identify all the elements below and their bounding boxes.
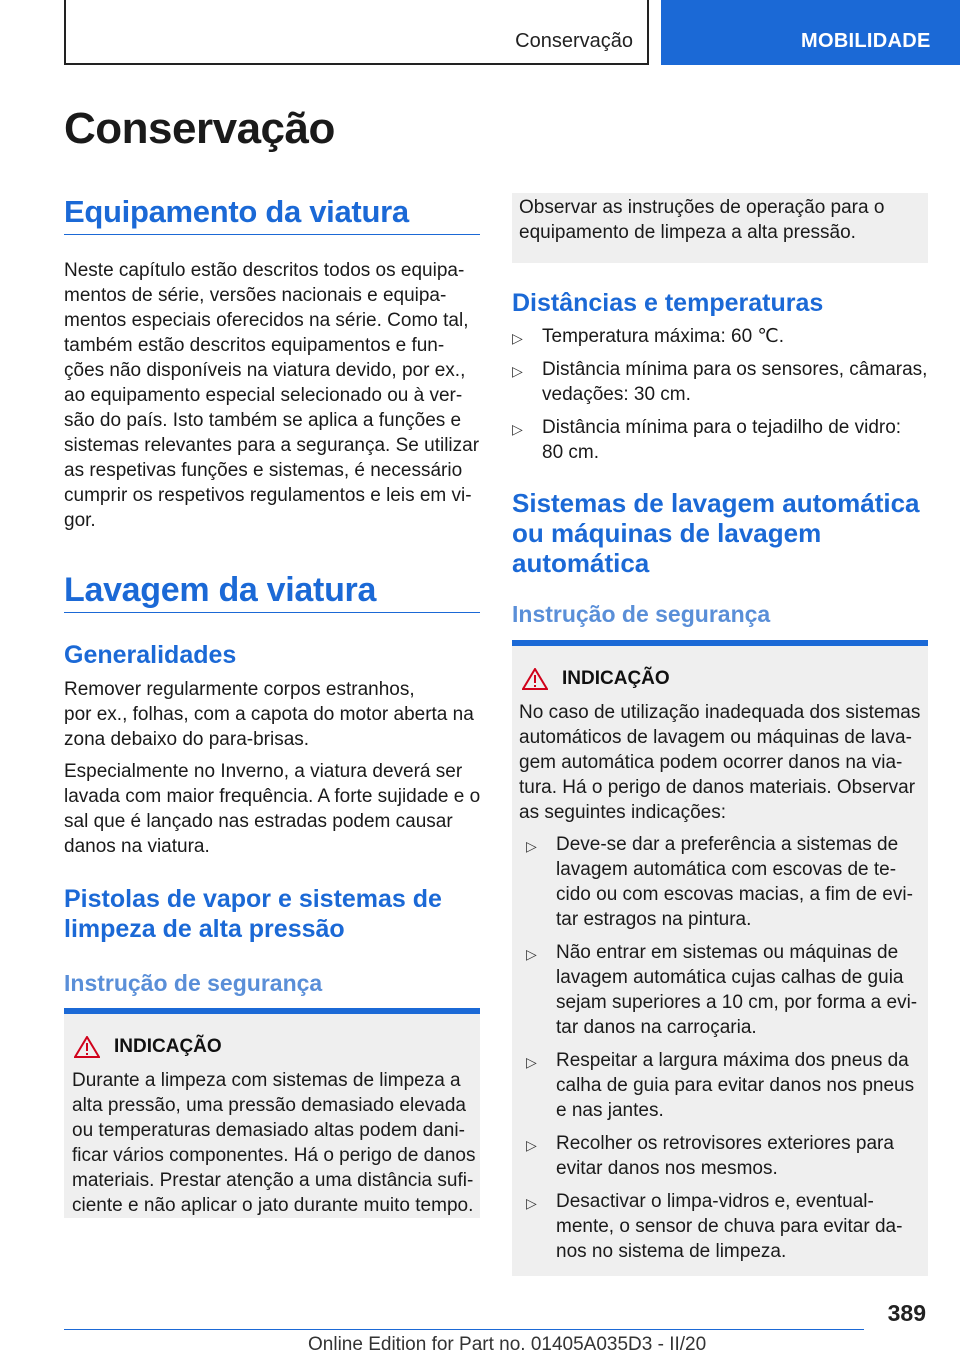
list-item-line: cido ou com escovas macias, a fim de evi- [556,884,913,905]
paragraph-line: sistemas relevantes para a segurança. Se utilizar [64,435,480,456]
header-chapter-tab[interactable] [661,0,960,65]
list-item-line: nos no sistema de limpeza. [556,1241,787,1262]
warning-line: as seguintes indicações: [519,802,727,823]
heading-line: Pistolas de vapor e sistemas de [64,885,442,913]
heading-instrucao-seguranca-right: Instrução de segurança [512,601,771,627]
warning-list-right [526,832,926,1272]
heading-pistolas-vapor [64,884,484,944]
paragraph-line: por ex., folhas, com a capota do motor aberta na [64,704,474,725]
paragraph-line: gor. [64,510,96,531]
paragraph-line: zona debaixo do para-brisas. [64,729,310,750]
bullet-triangle-icon: ▷ [512,363,523,379]
distancias-list [512,324,932,473]
heading-sistemas-lavagem [512,488,942,578]
bullet-triangle-icon: ▷ [526,946,537,962]
header-section-box [64,0,649,65]
paragraph-line: lavada com maior frequência. A forte sujidade e o [64,786,481,807]
list-item-line: Deve-se dar a preferência a sistemas de [556,834,899,855]
list-item-line: evitar danos nos mesmos. [556,1158,778,1179]
warning-line: No caso de utilização inadequada dos sistemas [519,702,921,723]
footer-edition: Online Edition for Part no. 01405A035D3 - II/20 [308,1334,707,1355]
warning-box-left [64,1014,480,1218]
paragraph-line: as respetivas funções e sistemas, é necessário [64,460,463,481]
paragraph-line: cumprir os respetivos regulamentos e leis em vi- [64,485,472,506]
note-box [512,193,928,263]
warning-title-text: INDICAÇÃO [562,668,670,689]
page-number: 389 [887,1300,926,1326]
paragraph-line: danos na viatura. [64,836,210,857]
list-item [526,1189,926,1264]
list-item-line: calha de guia para evitar danos nos pneus [556,1075,915,1096]
warning-text-right [519,700,931,825]
bullet-triangle-icon: ▷ [526,838,537,854]
heading-generalidades: Generalidades [64,641,237,669]
list-item-line: Temperatura máxima: 60 ℃. [542,326,785,347]
list-item-line: Respeitar a largura máxima dos pneus da [556,1050,909,1071]
warning-line: gem automática podem ocorrer danos na via- [519,752,903,773]
paragraph-line: também estão descritos equipamentos e fun- [64,335,445,356]
paragraph-line: Neste capítulo estão descritos todos os equipa- [64,260,465,281]
heading-lavagem: Lavagem da viatura [64,571,377,609]
warning-line: ou temperaturas demasiado altas podem dani- [72,1120,465,1141]
paragraph-line: mentos de série, versões nacionais e equipa- [64,285,447,306]
warning-triangle-icon [522,668,548,690]
bullet-triangle-icon: ▷ [526,1054,537,1070]
header-section-title: Conservação [515,30,633,52]
warning-title-text: INDICAÇÃO [114,1036,222,1057]
heading-line: Sistemas de lavagem automática [512,488,920,518]
paragraph-line: Especialmente no Inverno, a viatura deverá ser [64,761,463,782]
list-item-line: Não entrar em sistemas ou máquinas de [556,942,899,963]
list-item-line: tar estragos na pintura. [556,909,752,930]
warning-title-right [522,668,670,690]
warning-line: alta pressão, uma pressão demasiado elevada [72,1095,466,1116]
heading-rule [64,612,480,613]
note-line: Observar as instruções de operação para o [519,197,885,218]
paragraph-line: ções não disponíveis na viatura devido, por ex., [64,360,466,381]
list-item-line: sejam superiores a 10 cm, por forma a evi- [556,992,918,1013]
footer-rule [64,1329,864,1330]
list-item [526,832,926,932]
paragraph-line: ao equipamento especial selecionado ou à ver- [64,385,463,406]
list-item-line: Distância mínima para o tejadilho de vidro: [542,417,902,438]
note-line: equipamento de limpeza a alta pressão. [519,222,856,243]
paragraph-line: mentos especiais oferecidos na série. Como tal, [64,310,469,331]
list-item-line: Desactivar o limpa-vidros e, eventual- [556,1191,874,1212]
warning-line: ciente e não aplicar o jato durante muito tempo. [72,1195,474,1216]
warning-triangle-icon [74,1036,100,1058]
list-item-line: vedações: 30 cm. [542,384,691,405]
list-item-line: e nas jantes. [556,1100,664,1121]
list-item-line: 80 cm. [542,442,600,463]
paragraph-line: são do país. Isto também se aplica a funções e [64,410,462,431]
bullet-triangle-icon: ▷ [512,330,523,346]
list-item [512,357,932,407]
heading-equipamento: Equipamento da viatura [64,194,409,229]
list-item [512,415,932,465]
list-item [526,940,926,1040]
heading-line: limpeza de alta pressão [64,915,345,943]
paragraph-line: sal que é lançado nas estradas podem causar [64,811,453,832]
warning-line: automáticos de lavagem ou máquinas de lava- [519,727,912,748]
list-item [526,1131,926,1181]
paragraph-line: Remover regularmente corpos estranhos, [64,679,415,700]
generalidades-paragraph-1 [64,677,484,752]
heading-distancias: Distâncias e temperaturas [512,289,824,317]
heading-instrucao-seguranca-left: Instrução de segurança [64,970,323,996]
warning-line: tura. Há o perigo de danos materiais. Observar [519,777,916,798]
heading-rule [64,234,480,235]
list-item-line: tar danos na carroçaria. [556,1017,757,1038]
bullet-triangle-icon: ▷ [512,421,523,437]
generalidades-paragraph-2 [64,759,484,859]
warning-line: Durante a limpeza com sistemas de limpeza a [72,1070,461,1091]
list-item-line: lavagem automática cujas calhas de guia [556,967,904,988]
list-item-line: mente, o sensor de chuva para evitar da- [556,1216,903,1237]
warning-title-left [74,1036,222,1058]
header-chapter-label: MOBILIDADE [801,30,931,52]
warning-line: ficar vários componentes. Há o perigo de danos [72,1145,476,1166]
warning-box-right [512,646,928,1276]
list-item-line: Recolher os retrovisores exteriores para [556,1133,894,1154]
note-text [519,195,929,245]
list-item-line: lavagem automática com escovas de te- [556,859,897,880]
page-title: Conservação [64,104,335,153]
list-item [512,324,932,349]
warning-text-left [72,1068,484,1218]
warning-line: materiais. Prestar atenção a uma distância sufi- [72,1170,474,1191]
heading-line: automática [512,548,650,578]
list-item-line: Distância mínima para os sensores, câmaras, [542,359,928,380]
list-item [526,1048,926,1123]
heading-line: ou máquinas de lavagem [512,518,822,548]
equipamento-paragraph [64,258,484,533]
bullet-triangle-icon: ▷ [526,1195,537,1211]
bullet-triangle-icon: ▷ [526,1137,537,1153]
